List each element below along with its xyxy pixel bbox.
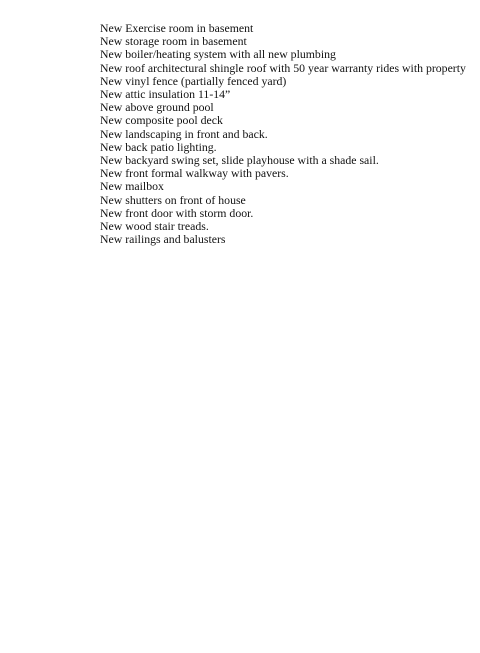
list-item: New roof architectural shingle roof with 50 year warranty rides with property <box>100 60 466 75</box>
list-item: New shutters on front of house <box>100 192 246 207</box>
list-item: New attic insulation 11-14” <box>100 87 231 102</box>
list-item: New Exercise room in basement <box>100 21 254 35</box>
list-item: New railings and balusters <box>100 232 226 247</box>
list-item: New backyard swing set, slide playhouse with a shade sail. <box>100 153 379 168</box>
improvements-list <box>100 22 466 246</box>
list-item: New mailbox <box>100 179 164 194</box>
list-item: New front door with storm door. <box>100 205 254 220</box>
list-item: New composite pool deck <box>100 113 223 128</box>
list-item: New storage room in basement <box>100 34 247 49</box>
list-item: New boiler/heating system with all new plumbing <box>100 47 336 62</box>
list-item: New back patio lighting. <box>100 139 217 154</box>
list-item: New wood stair treads. <box>100 219 209 234</box>
list-item: New landscaping in front and back. <box>100 126 268 141</box>
list-item: New vinyl fence (partially fenced yard) <box>100 73 287 88</box>
list-item: New front formal walkway with pavers. <box>100 166 289 181</box>
list-item: New above ground pool <box>100 100 214 115</box>
